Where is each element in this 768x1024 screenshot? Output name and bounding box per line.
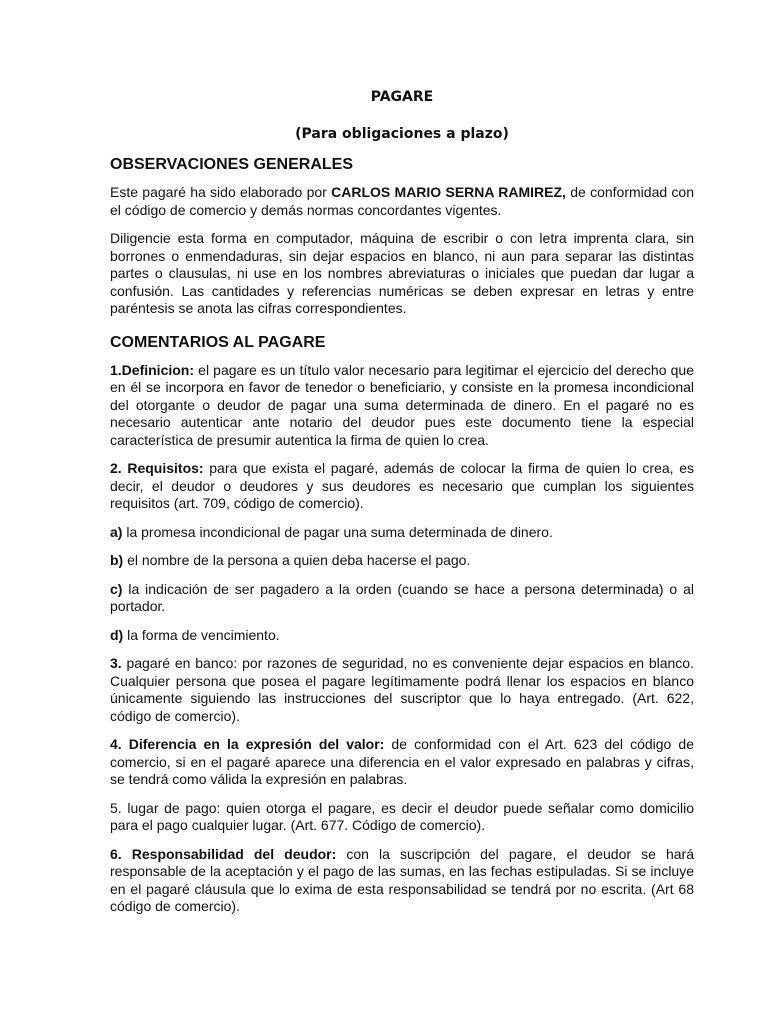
- list-item: [110, 736, 694, 789]
- paragraph-text: Este pagaré ha sido elaborado por: [110, 184, 332, 200]
- item-lead: a): [110, 523, 123, 540]
- item-lead: 3.: [110, 655, 122, 671]
- list-item: [110, 552, 694, 570]
- item-lead: b): [110, 552, 124, 568]
- item-text: la forma de vencimiento.: [123, 626, 280, 643]
- item-text: la indicación de ser pagadero a la orden (cuando se hace a persona determinada) o al portador.: [110, 580, 694, 614]
- section-heading-comentarios: COMENTARIOS AL PAGARE: [110, 333, 326, 351]
- document-subtitle: (Para obligaciones a plazo): [295, 126, 509, 142]
- item-lead: 2. Requisitos:: [110, 460, 204, 476]
- paragraph-text: de conformidad con el código de comercio y demás normas concordantes vigentes.: [110, 184, 694, 218]
- document-title: PAGARE: [370, 89, 434, 105]
- list-item: [110, 846, 694, 916]
- list-item: [110, 460, 694, 513]
- item-lead: 4. Diferencia en la expresión del valor:: [110, 736, 385, 752]
- item-lead: 1.Definicion:: [110, 361, 195, 378]
- section-heading-observaciones: OBSERVACIONES GENERALES: [110, 156, 354, 173]
- item-text: el pagare es un título valor necesario para legitimar el ejercicio del derecho que en él se incorpora en favor de tenedor o beneficiario, y consiste en la promesa incondicional del otorgante o deudor de pagar una suma determinada de dinero. En el pagaré no es necesario autenticar ante notario del deudor pues este documento tiene la especial característica de presumir autentica la firma de quien lo crea.: [110, 361, 694, 448]
- list-item: [110, 627, 694, 645]
- item-text: 5. lugar de pago: quien otorga el pagare, es decir el deudor puede señalar como domicilio para el pago cualquier lugar. (Art. 677. Código de comercio).: [110, 799, 694, 833]
- item-text: el nombre de la persona a quien deba hacerse el pago.: [123, 552, 471, 568]
- item-text: para que exista el pagaré, además de colocar la firma de quien lo crea, es decir, el deudor o deudores y sus deudores es necesario que cumplan los siguientes requisitos (art. 709, código de comercio).: [110, 460, 695, 511]
- item-text: pagaré en banco: por razones de seguridad, no es conveniente dejar espacios en blanco. Cualquier persona que posea el pagare legítimamente podrá llenar los espacios en blanco únicamente siguiendo las instrucciones del suscriptor que lo haya entregado. (Art. 622, código de comercio).: [110, 655, 694, 724]
- list-item: [110, 524, 694, 542]
- list-item: [110, 362, 694, 450]
- item-text: de conformidad con el Art. 623 del código de comercio, si en el pagaré aparece una diferencia en el valor expresado en palabras y cifras, se tendrá como válida la expresión en palabras.: [110, 736, 694, 787]
- author-name: CARLOS MARIO SERNA RAMIREZ,: [331, 184, 566, 200]
- item-text: la promesa incondicional de pagar una suma determinada de dinero.: [122, 523, 553, 540]
- paragraph-elaborado: [110, 184, 694, 219]
- item-text: con la suscripción del pagare, el deudor se hará responsable de la aceptación y el pago de las sumas, en las fechas estipuladas. Si se incluye en el pagaré cláusula que lo exima de esta responsabilidad se tendrá por no escrita. (Art 68 código de comercio).: [110, 845, 694, 914]
- item-lead: 6. Responsabilidad del deudor:: [110, 845, 337, 862]
- item-lead: d): [110, 626, 124, 643]
- list-item: [110, 800, 694, 835]
- paragraph-diligencie: Diligencie esta forma en computador, máquina de escribir o con letra imprenta clara, sin borrones o enmendaduras, sin dejar espacios en blanco, ni aun para separar las distintas partes o clausulas, ni use en los nombres abreviaturas o iniciales que puedan dar lugar a confusión. Las cantidades y referencias numéricas se deben expresar en letras y entre paréntesis se anota las cifras correspondientes.: [110, 230, 694, 316]
- item-lead: c): [110, 580, 123, 597]
- document-page: [110, 86, 694, 916]
- list-item: [110, 581, 694, 616]
- list-item: [110, 655, 694, 725]
